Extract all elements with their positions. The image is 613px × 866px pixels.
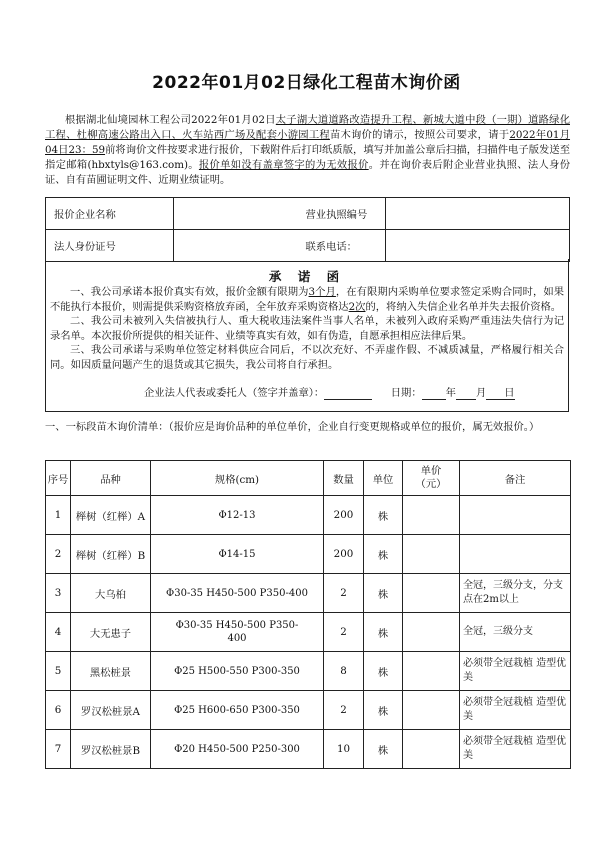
- pledge-waiver-count: 2次: [348, 300, 366, 313]
- row-price-field[interactable]: [403, 613, 460, 652]
- intro-text-1: 根据湖北仙境园林工程公司2022年01月02日: [65, 114, 276, 126]
- row-note: 必须带全冠栽植 造型优美: [460, 691, 571, 730]
- row-qty: 2: [324, 613, 364, 652]
- row-qty: 2: [324, 574, 364, 613]
- row-no: 3: [46, 574, 71, 613]
- row-name: 大无患子: [71, 613, 151, 652]
- pledge-title: 承 诺 函: [268, 269, 346, 284]
- intro-project: 太子湖大道道路改造提升工程、新城大道中段（一期）道路绿化工程、杜柳高速公路出入口、火车站西广场及配套小游园工程: [45, 114, 570, 141]
- date-label: 日期：: [390, 387, 422, 399]
- row-price-field[interactable]: [403, 730, 460, 769]
- intro-paragraph: [45, 113, 570, 188]
- date-day-blank[interactable]: [486, 387, 504, 400]
- table-header-row: [46, 461, 571, 496]
- row-spec: Φ12-13: [151, 496, 324, 535]
- pledge-clause-2: 二、我公司未被列入失信被执行人、重大税收违法案件当事人名单，未被列入政府采购严重违法失信行为记录名单。本次报价所提供的相关证件、业绩等真实有效，如有伪造，自愿承担相应法律后果。: [50, 315, 564, 342]
- intro-text-2: 苗木询价的请示，按照公司要求，请于: [329, 129, 510, 141]
- row-spec: Φ25 H600-650 P300-350: [151, 691, 324, 730]
- company-name-field[interactable]: [174, 198, 298, 230]
- pledge-clause-3: 三、我公司承诺与采购单位签定材料供应合同后，不以次充好、不弄虚作假、不减质减量，严格履行相关合同。如因质量问题产生的退货或其它损失，我公司将自行承担。: [50, 344, 564, 371]
- row-note: 必须带全冠栽植 造型优美: [460, 730, 571, 769]
- table-row: [46, 730, 571, 769]
- row-price-field[interactable]: [403, 535, 460, 574]
- table-row: [46, 613, 571, 652]
- date-year-blank[interactable]: [422, 387, 446, 400]
- intro-text-3: 前将询价文件按要求进行报价，下载附件后打印纸质版，填写并加盖公章后扫描，扫描件电子版发送至指定邮箱(hbxtyls@163.com)。: [45, 144, 570, 171]
- header-qty: 数量: [324, 461, 364, 496]
- seedling-inquiry-table: [45, 460, 571, 769]
- row-price-field[interactable]: [403, 652, 460, 691]
- row-spec: Φ25 H500-550 P300-350: [151, 652, 324, 691]
- row-qty: 200: [324, 496, 364, 535]
- row-note: 全冠，三级分支: [460, 613, 571, 652]
- legal-id-field[interactable]: [174, 230, 298, 262]
- date-month: 月: [475, 387, 487, 399]
- row-no: 5: [46, 652, 71, 691]
- row-price-field[interactable]: [403, 691, 460, 730]
- date-month-blank[interactable]: [456, 387, 476, 400]
- table-row: [46, 535, 571, 574]
- table-row: [46, 652, 571, 691]
- pledge-clause-1-text-b: ，在有限期内采购单位要求签定采购合同时，如果不能执行本报价，则需提供采购资格放弃函，全年放弃采购资格达: [50, 286, 565, 313]
- row-name: 罗汉松桩景B: [71, 730, 151, 769]
- pledge-clause-1: [46, 285, 568, 314]
- signature-label: 企业法人代表或委托人（签字并盖章）：: [144, 387, 325, 399]
- row-unit: 株: [364, 535, 403, 574]
- row-unit: 株: [364, 574, 403, 613]
- row-unit: 株: [364, 496, 403, 535]
- row-unit: 株: [364, 652, 403, 691]
- row-no: 6: [46, 691, 71, 730]
- pledge-clause-1-text-a: 一、我公司承诺本报价真实有效，报价金额有限期为: [70, 286, 309, 298]
- table-row: [46, 574, 571, 613]
- row-spec: Φ20 H450-500 P250-300: [151, 730, 324, 769]
- date-day: 日: [504, 387, 515, 399]
- row-price-field[interactable]: [403, 574, 460, 613]
- phone-field[interactable]: [386, 230, 570, 262]
- license-number-label: 营业执照编号: [298, 198, 386, 230]
- phone-label: 联系电话：: [298, 230, 386, 262]
- header-unit: 单位: [364, 461, 403, 496]
- row-unit: 株: [364, 691, 403, 730]
- pledge-clause-1-text-c: 的，将纳入失信企业名单并失去报价资格。: [365, 300, 562, 313]
- row-qty: 200: [324, 535, 364, 574]
- document-title: 2022年01月02日绿化工程苗木询价函: [152, 73, 461, 93]
- row-name: 大乌桕: [71, 574, 151, 613]
- pledge-validity-period: 3个月: [308, 286, 336, 298]
- table-row: [46, 691, 571, 730]
- inquiry-list-heading: 一、一标段苗木询价清单：（报价应是询价品种的单位单价，企业自行变更规格或单位的报价，属无效报价。）: [45, 421, 540, 433]
- header-no: 序号: [46, 461, 71, 496]
- table-row: [46, 496, 571, 535]
- row-price-field[interactable]: [403, 496, 460, 535]
- row-note: [460, 535, 571, 574]
- row-name: 罗汉松桩景A: [71, 691, 151, 730]
- row-name: 榉树（红榉）A: [71, 496, 151, 535]
- signature-blank[interactable]: [324, 387, 372, 400]
- row-name: 黑松桩景: [71, 652, 151, 691]
- row-note: 必须带全冠栽植 造型优美: [460, 652, 571, 691]
- row-name: 榉树（红榉）B: [71, 535, 151, 574]
- company-info-table: [45, 197, 570, 262]
- header-name: 品种: [71, 461, 151, 496]
- row-note: [460, 496, 571, 535]
- row-qty: 2: [324, 691, 364, 730]
- row-unit: 株: [364, 730, 403, 769]
- row-no: 7: [46, 730, 71, 769]
- row-spec: Φ30-35 H450-500 P350-400: [151, 574, 324, 613]
- intro-text-4: 。并在询价表后附企业营业执照、法人身份证、自有苗圃证明文件、近期业绩证明。: [45, 159, 570, 186]
- license-number-field[interactable]: [386, 198, 570, 230]
- intro-warning: 报价单如没有盖章签字的为无效报价: [198, 159, 369, 171]
- intro-deadline: 2022年01月04日23：59: [45, 129, 571, 156]
- row-no: 2: [46, 535, 71, 574]
- row-spec: Φ30-35 H450-500 P350-400: [151, 613, 324, 652]
- row-qty: 10: [324, 730, 364, 769]
- date-year: 年: [445, 387, 456, 399]
- row-no: 4: [46, 613, 71, 652]
- legal-id-label: 法人身份证号: [46, 230, 174, 262]
- row-unit: 株: [364, 613, 403, 652]
- header-price: 单价（元）: [403, 461, 460, 496]
- pledge-section: [45, 259, 569, 412]
- company-name-label: 报价企业名称: [46, 198, 174, 230]
- row-qty: 8: [324, 652, 364, 691]
- signature-line: [46, 384, 568, 400]
- header-spec: 规格(cm): [151, 461, 324, 496]
- row-spec: Φ14-15: [151, 535, 324, 574]
- row-no: 1: [46, 496, 71, 535]
- header-note: 备注: [460, 461, 571, 496]
- row-note: 全冠，三级分支，分支点在2m以上: [460, 574, 571, 613]
